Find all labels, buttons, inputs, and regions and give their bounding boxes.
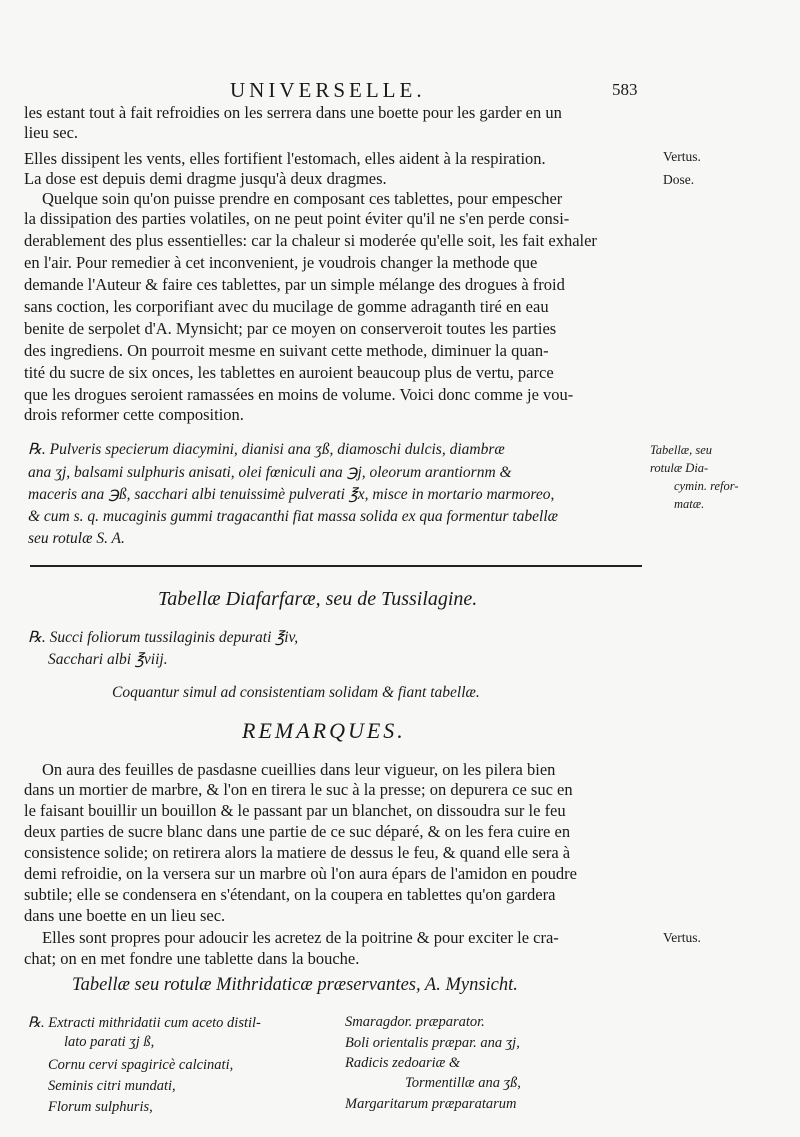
recipe-line: ana ʒj, balsami sulphuris anisati, olei fœniculi ana ℈j, oleorum arantiornm & [28,464,512,481]
text-line: derablement des plus essentielles: car la chaleur si moderée qu'elle soit, les fait exhaler [24,231,597,250]
text-line: Elles sont propres pour adoucir les acretez de la poitrine & pour exciter le cra- [42,928,559,947]
text-line: chat; on en met fondre une tablette dans la bouche. [24,949,360,968]
text-line: deux parties de sucre blanc dans une partie de ce suc déparé, & on les fera cuire en [24,822,571,841]
text-line: en l'air. Pour remedier à cet inconvenient, je voudrois changer la methode que [24,253,538,272]
remarques-heading: REMARQUES. [242,718,406,743]
text-line: tité du sucre de six onces, les tablettes en auroient beaucoup plus de vertu, parce [24,363,554,382]
text-line: drois reformer cette composition. [24,405,244,424]
recipe-line: Sacchari albi ℥viij. [48,651,168,668]
text-line: demi refroidie, on la versera sur un marbre où l'on aura épars de l'amidon en poudre [24,864,577,883]
text-line: des ingrediens. On pourroit mesme en suivant cette methode, diminuer la quan- [24,341,549,360]
text-line: le faisant bouillir un bouillon & le passant par un blanchet, on dissoudra sur le feu [24,801,566,820]
text-line: consistence solide; on retirera alors la matiere de dessus le feu, & quand elle sera à [24,843,571,862]
recipe-line: Margaritarum præparatarum [345,1096,517,1112]
recipe-line: Smaragdor. præparator. [345,1014,485,1030]
text-line: benite de serpolet d'A. Mynsicht; par ce moyen on conserveroit toutes les parties [24,319,557,338]
recipe-line: Florum sulphuris, [48,1099,153,1115]
text-line: subtile; elle se condensera en s'étendant, on la coupera en tablettes qu'on gardera [24,885,556,904]
margin-note-vertus: Vertus. [663,149,701,164]
text-line: On aura des feuilles de pasdasne cueillies dans leur vigueur, on les pilera bien [42,760,556,779]
text-line: Quelque soin qu'on puisse prendre en composant ces tablettes, pour empescher [42,189,563,208]
section-title-mithridaticae: Tabellæ seu rotulæ Mithridaticæ præservantes, A. Mynsicht. [72,975,518,995]
section-title-diafarfarae: Tabellæ Diafarfaræ, seu de Tussilagine. [158,588,478,610]
recipe-line: ℞. Succi foliorum tussilaginis depurati ℥iv, [28,629,299,646]
recipe-line: Boli orientalis præpar. ana ʒj, [345,1035,520,1051]
coquantur-line: Coquantur simul ad consistentiam solidam & fiant tabellæ. [112,684,480,701]
recipe-line: ℞. Extracti mithridatii cum aceto distil- [28,1015,261,1031]
text-line: demande l'Auteur & faire ces tablettes, par un simple mélange des drogues à froid [24,275,565,294]
recipe-line: ℞. Pulveris specierum diacymini, dianisi ana ʒß, diamoschi dulcis, diambræ [28,441,505,458]
recipe-line: Seminis citri mundati, [48,1078,176,1094]
text-line: dans une boette en un lieu sec. [24,906,226,925]
recipe-line: seu rotulæ S. A. [28,530,125,547]
margin-line: cymin. refor- [674,479,739,493]
recipe-line: Radicis zedoariæ & [345,1055,461,1071]
text-line: La dose est depuis demi dragme jusqu'à deux dragmes. [24,169,387,188]
text-line: dans un mortier de marbre, & l'on en tirera le suc à la presse; on depurera ce suc en [24,780,573,799]
recipe-line: maceris ana ℈ß, sacchari albi tenuissimè pulverati ℥x, misce in mortario marmoreo, [28,486,555,503]
margin-line: matæ. [674,497,705,511]
text-line: les estant tout à fait refroidies on les serrera dans une boette pour les garder en un [24,103,562,122]
margin-line: Tabellæ, seu [650,443,713,457]
text-line: la dissipation des parties volatiles, on ne peut point éviter qu'il ne s'en perde consi- [24,209,570,228]
recipe-line: Cornu cervi spagiricè calcinati, [48,1057,234,1073]
page-number: 583 [612,80,638,99]
recipe-line: Tormentillæ ana ʒß, [405,1075,521,1091]
margin-note-dose: Dose. [663,172,695,187]
recipe-line: & cum s. q. mucaginis gummi tragacanthi fiat massa solida ex qua formentur tabellæ [28,508,558,525]
running-title: UNIVERSELLE. [230,78,426,102]
recipe-line: lato parati ʒj ß, [64,1034,155,1050]
text-line: lieu sec. [24,123,79,142]
text-line: sans coction, les corporifiant avec du mucilage de gomme adraganth tiré en eau [24,297,549,316]
text-line: Elles dissipent les vents, elles fortifient l'estomach, elles aident à la respiration. [24,149,546,168]
margin-note-vertus-2: Vertus. [663,930,701,945]
margin-line: rotulæ Dia- [650,461,709,475]
text-line: que les drogues seroient ramassées en moins de volume. Voici donc comme je vou- [24,385,574,404]
section-divider [30,565,642,567]
